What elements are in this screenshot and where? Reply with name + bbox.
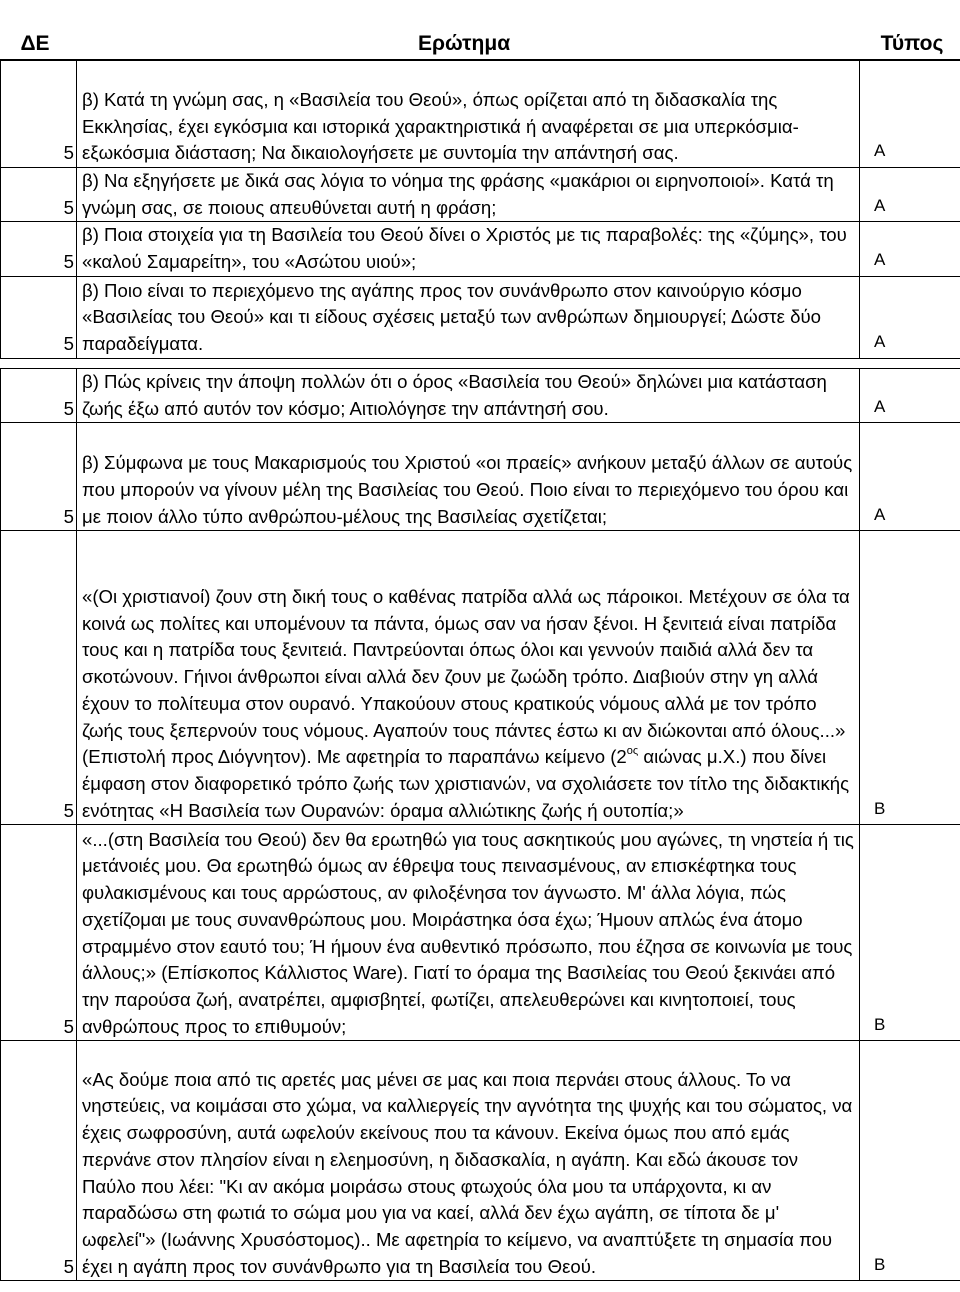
- question-cell: β) Πώς κρίνεις την άποψη πολλών ότι ο όρος «Βασιλεία του Θεού» δηλώνει μια κατάσταση ζωής έξω από αυτόν τον κόσμο; Αιτιολόγησε την απάντησή σου.: [77, 369, 860, 423]
- type-cell: Α: [860, 276, 960, 358]
- question-cell: β) Να εξηγήσετε με δικά σας λόγια το νόημα της φράσης «μακάριοι οι ειρηνοποιοί». Κατά τη γνώμη σας, σε ποιους απευθύνεται αυτή η φράση;: [77, 168, 860, 222]
- question-cell: «...(στη Βασιλεία του Θεού) δεν θα ερωτηθώ για τους ασκητικούς μου αγώνες, τη νηστεία ή τις μετάνοιές μου. Θα ερωτηθώ όμως αν έθρεψα τους πεινασμένους, αν επισκέφτηκα τους φυλακισμένους και τους αρρώστους, αν φιλοξένησα τον άγνωστο. Μ' άλλα λόγια, πώς σχετίζομαι με τους συνανθρώπους μου. Μοιράστηκα όσα έχω; Ήμουν απλώς ένα άτομο στραμμένο στον εαυτό του; Ή ήμουν ένα αυθεντικό πρόσωπο, που έζησα σε κοινωνία με τους άλλους;» (Επίσκοπος Κάλλιστος Ware). Γιατί το όραμα της Βασιλείας του Θεού ξεκινάει από την παρούσα ζωή, ανατρέπει, αμφισβητεί, φωτίζει, απελευθερώνει και κινητοποιεί, τους ανθρώπους προς το επιθυμούν;: [77, 825, 860, 1041]
- de-cell: 5: [1, 60, 77, 168]
- de-cell: 5: [1, 531, 77, 825]
- question-cell: β) Ποια στοιχεία για τη Βασιλεία του Θεού δίνει ο Χριστός με τις παραβολές: της «ζύμης», του «καλού Σαμαρείτη», του «Ασώτου υιού»;: [77, 222, 860, 276]
- de-cell: 5: [1, 222, 77, 276]
- question-cell: β) Ποιο είναι το περιεχόμενο της αγάπης προς τον συνάνθρωπο στον καινούργιο κόσμο «Βασιλείας του Θεού» και τι είδους σχέσεις μεταξύ των ανθρώπων δημιουργεί; Δώστε δύο παραδείγματα.: [77, 276, 860, 358]
- de-cell: 5: [1, 369, 77, 423]
- question-cell: [77, 531, 860, 825]
- question-text: «(Οι χριστιανοί) ζουν στη δική τους ο καθένας πατρίδα αλλά ως πάροικοι. Μετέχουν σε όλα τα κοινά ως πολίτες και υπομένουν τα πάντα, όμως σαν να ήσαν ξένοι. Η ξενιτειά είναι πατρίδα τους και η πατρίδα τους ξενιτειά. Παντρεύονται όπως όλοι και γεννούν παιδιά αλλά δεν τα σκοτώνουν. Γήινοι άνθρωποι είναι αλλά δεν ζουν με ζωώδη τρόπο. Διαβιούν στην γη αλλά έχουν το πολίτευμα στον ουρανό. Υπακούουν στους κρατικούς νόμους αλλά με τον τρόπο ζωής τους ξεπερνούν τους νόμους. Αγαπούν τους πάντες έστω κι αν διώκονται από όλους...» (Επιστολή προς Διόγνητον). Με αφετηρία το παραπάνω κείμενο (2: [82, 586, 850, 768]
- table-row: [1, 531, 960, 825]
- question-cell: β) Κατά τη γνώμη σας, η «Βασιλεία του Θεού», όπως ορίζεται από τη διδασκαλία της Εκκλησίας, έχει εγκόσμια και ιστορικά χαρακτηριστικά ή αναφέρεται σε μια υπερκόσμια- εξωκόσμια διάσταση; Να δικαιολογήσετε με συντομία την απάντησή σας.: [77, 60, 860, 168]
- type-cell: Β: [860, 825, 960, 1041]
- type-cell: Α: [860, 168, 960, 222]
- type-cell: Β: [860, 1041, 960, 1281]
- column-header-type: Τύπος: [880, 32, 944, 55]
- table-row: [1, 168, 960, 222]
- table-row: [1, 1041, 960, 1281]
- question-cell: «Ας δούμε ποια από τις αρετές μας μένει σε μας και ποια περνάει στους άλλους. Το να νηστεύεις, να κοιμάσαι στο χώμα, να καλλιεργείς την αγνότητα της ψυχής και του σώματος, να έχεις σωφροσύνη, αυτά ωφελούν εκείνους που τα κάνουν. Εκείνα όμως που από εμάς περνάνε στον πλησίον είναι η ελεημοσύνη, η διδασκαλία, η αγάπη. Και εδώ άκουσε τον Παύλο που λέει: "Κι αν ακόμα μοιράσω στους φτωχούς όλα μου τα υπάρχοντα, κι αν παραδώσω στη φωτιά το σώμα μου για να καεί, αλλά δεν έχω αγάπη, σε τίποτα δε μ' ωφελεί"» (Ιωάννης Χρυσόστομος).. Με αφετηρία το κείμενο, να αναπτύξετε τη σημασία που έχει η αγάπη προς τον συνάνθρωπο για τη Βασιλεία του Θεού.: [77, 1041, 860, 1281]
- question-cell: β) Σύμφωνα με τους Μακαρισμούς του Χριστού «οι πραείς» ανήκουν μεταξύ άλλων σε αυτούς που μπορούν να γίνουν μέλη της Βασιλείας του Θεού. Ποιο είναι το περιεχόμενο του όρου και με ποιον άλλο τύπο ανθρώπου-μέλους της Βασιλείας σχετίζεται;: [77, 423, 860, 531]
- table-row: [1, 222, 960, 276]
- de-cell: 5: [1, 825, 77, 1041]
- type-cell: Α: [860, 60, 960, 168]
- de-cell: 5: [1, 276, 77, 358]
- de-cell: 5: [1, 423, 77, 531]
- table-row: [1, 825, 960, 1041]
- table-row: [1, 60, 960, 168]
- column-header-de: ΔΕ: [20, 32, 50, 55]
- type-cell: Α: [860, 222, 960, 276]
- question-text-continued: αιώνας μ.Χ.) που δίνει έμφαση στον διαφορετικό τρόπο ζωής των χριστιανών, να σχολιάσετε τον τίτλο της διδακτικής ενότητας «Η Βασιλεία των Ουρανών: όραμα αλλιώτικης ζωής ή ουτοπία;»: [82, 746, 850, 821]
- de-cell: 5: [1, 168, 77, 222]
- type-cell: Β: [860, 531, 960, 825]
- type-cell: Α: [860, 369, 960, 423]
- table-row: [1, 423, 960, 531]
- column-header-question: Ερώτημα: [418, 32, 511, 55]
- ordinal-superscript: ος: [626, 745, 639, 758]
- de-cell: 5: [1, 1041, 77, 1281]
- question-table-2: [0, 368, 960, 1281]
- table-row: [1, 276, 960, 358]
- table-row: [1, 369, 960, 423]
- type-cell: Α: [860, 423, 960, 531]
- question-table-1: [0, 59, 960, 359]
